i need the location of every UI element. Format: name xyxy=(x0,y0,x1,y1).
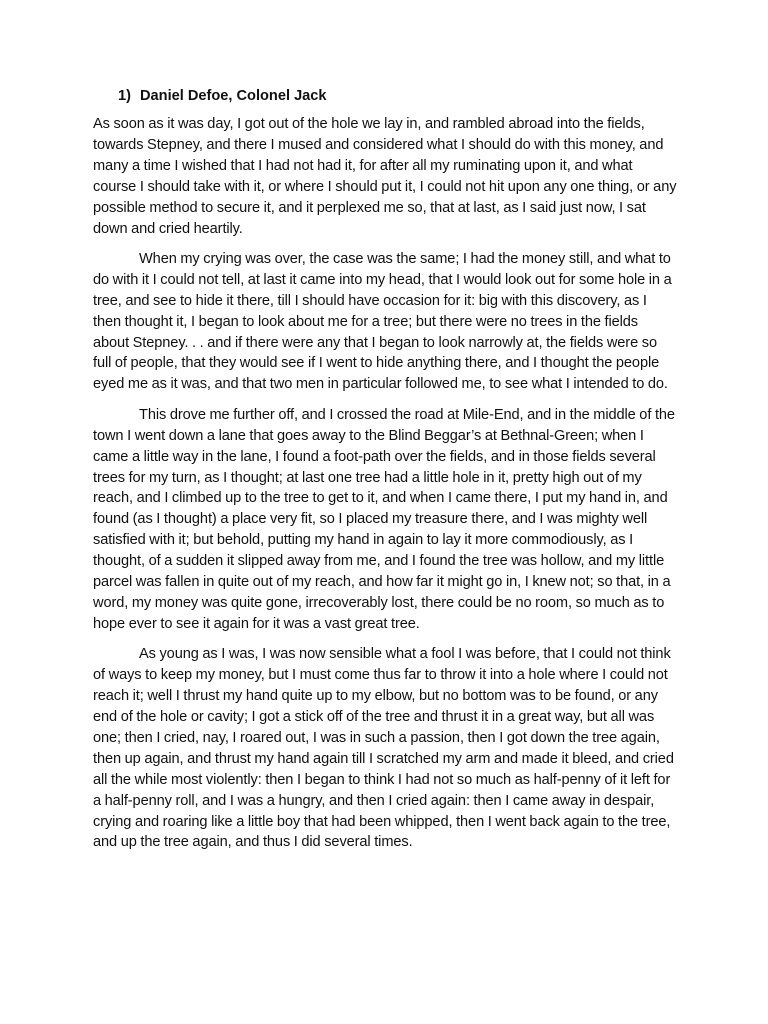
section-number: 1) xyxy=(118,88,131,104)
document-page xyxy=(93,86,677,863)
paragraph-2: When my crying was over, the case was the same; I had the money still, and what to do with it I could not tell, at last it came into my head, that I would look out for some hole in a tree, and see to hide it there, till I should have occasion for it: big with this discovery, as I then thought it, I began to look about me for a tree; but there were no trees in the fields about Stepney. . . and if there were any that I began to look narrowly at, the fields were so full of people, that they would see if I went to hide anything there, and I thought the people eyed me as it was, and that two men in particular followed me, to see what I intended to do. xyxy=(93,250,672,393)
paragraph-4: As young as I was, I was now sensible what a fool I was before, that I could not think of ways to keep my money, but I must come thus far to throw it into a hole where I could not reach it; well I thrust my hand quite up to my elbow, but no bottom was to be found, or any end of the hole or cavity; I got a stick off of the tree and thrust it in a great way, but all was one; then I cried, nay, I roared out, I was in such a passion, then I got down the tree again, then up again, and thrust my hand again till I scratched my arm and made it bleed, and cried all the while most violently: then I began to think I had not so much as half-penny of it left for a half-penny roll, and I was a hungry, and then I cried again: then I came away in despair, crying and roaring like a little boy that had been whipped, then I went back again to the tree, and up the tree again, and thus I did several times. xyxy=(93,646,674,851)
paragraph-3: This drove me further off, and I crossed the road at Mile-End, and in the middle of the town I went down a lane that goes away to the Blind Beggar’s at Bethnal-Green; when I came a little way in the lane, I found a foot-path over the fields, and in those fields several trees for my turn, as I thought; at last one tree had a little hole in it, pretty high out of my reach, and I climbed up to the tree to get to it, and when I came there, I put my hand in, and found (as I thought) a place very fit, so I placed my treasure there, and I was mighty well satisfied with it; but behold, putting my hand in again to lay it more commodiously, as I thought, of a sudden it slipped away from me, and I found the tree was hollow, and my little parcel was fallen in quite out of my reach, and how far it might go in, I knew not; so that, in a word, my money was quite gone, irrecoverably lost, there could be no room, so much as to hope ever to see it again for it was a vast great tree. xyxy=(93,406,675,632)
section-heading xyxy=(118,86,677,106)
section-title: Daniel Defoe, Colonel Jack xyxy=(140,88,327,104)
paragraph-1: As soon as it was day, I got out of the hole we lay in, and rambled abroad into the fields, towards Stepney, and there I mused and considered what I should do with this money, and many a time I wished that I had not had it, for after all my ruminating upon it, and what course I should take with it, or where I should put it, I could not hit upon any one thing, or any possible method to secure it, and it perplexed me so, that at last, as I said just now, I sat down and cried heartily. xyxy=(93,116,677,237)
